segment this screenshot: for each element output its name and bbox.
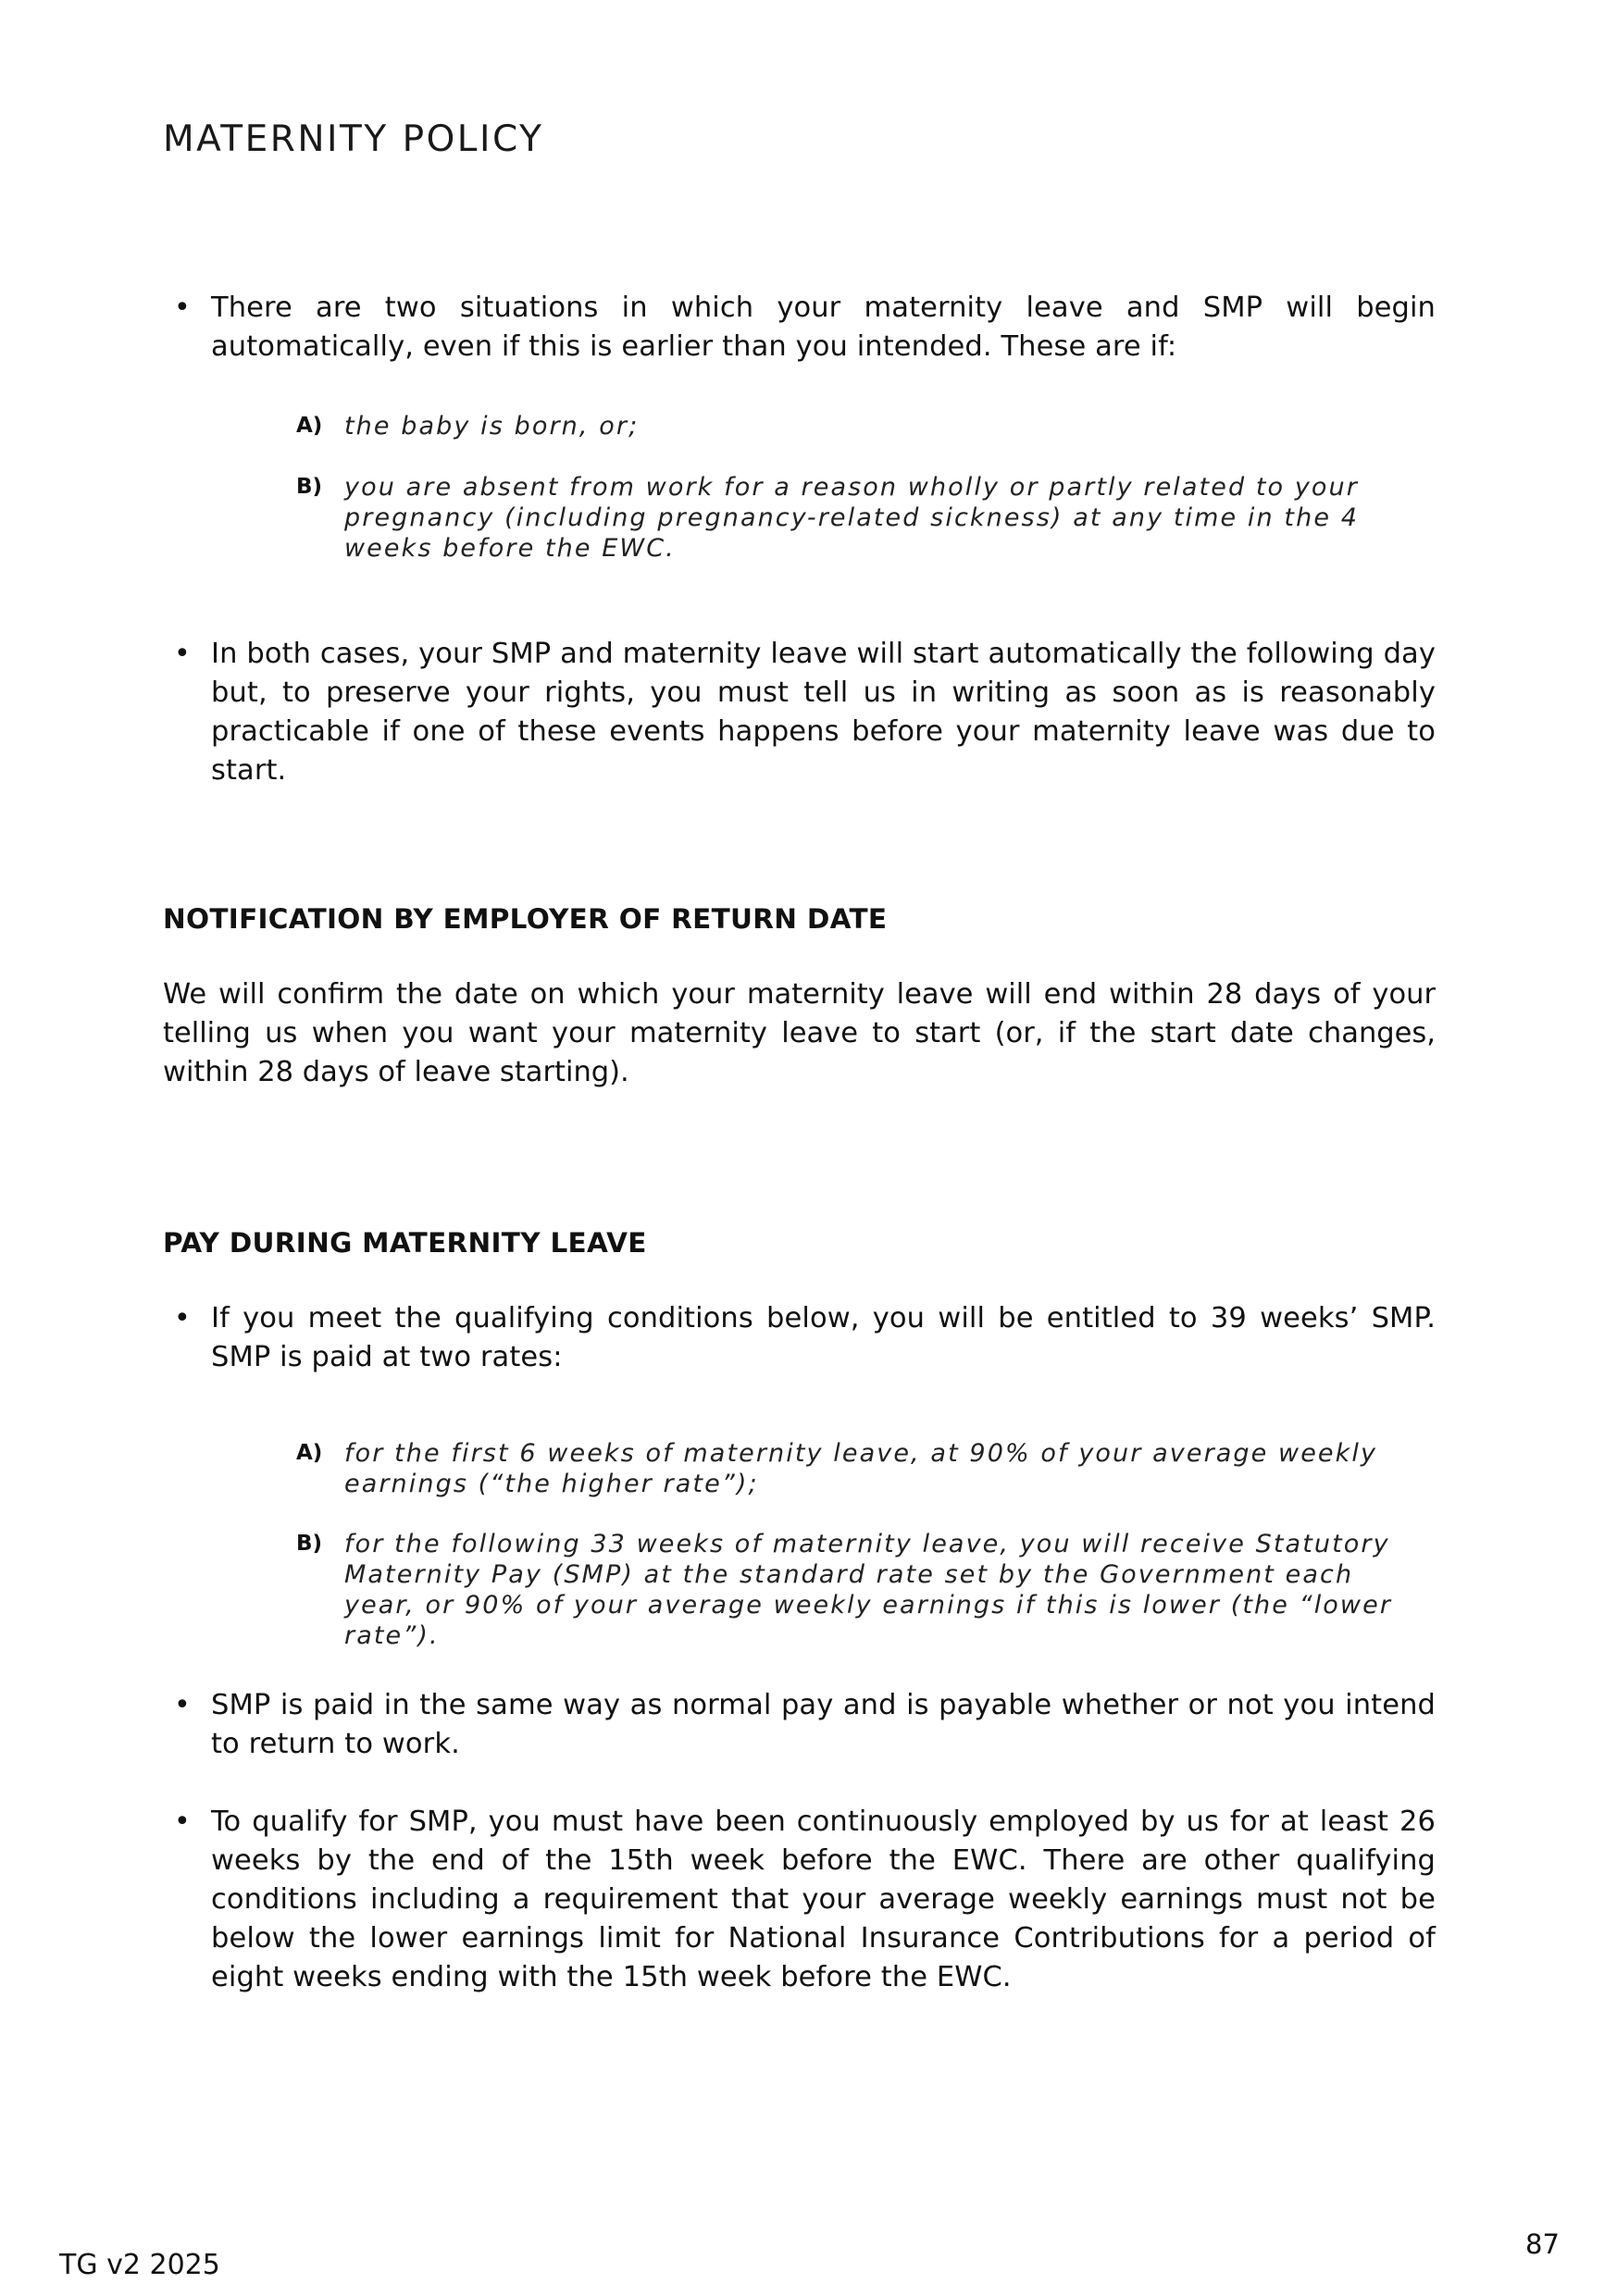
section-heading: PAY DURING MATERNITY LEAVE bbox=[163, 1227, 647, 1259]
bullet-text: In both cases, your SMP and maternity leave will start automatically the following day but, to preserve your rights, you must tell us in writing as soon as is reasonably practicable if one of these events happens before your maternity leave was due to start. bbox=[211, 638, 1436, 787]
sub-item-letter: B) bbox=[296, 475, 323, 499]
sub-list-item bbox=[296, 1438, 1407, 1499]
list-item bbox=[163, 289, 1436, 366]
bullet-icon: • bbox=[174, 1689, 191, 1721]
page-title: MATERNITY POLICY bbox=[163, 118, 544, 160]
sub-item-letter: A) bbox=[296, 414, 323, 438]
sub-list-item bbox=[296, 472, 1407, 564]
bullet-text: There are two situations in which your maternity leave and SMP will begin automatically, even if this is earlier than you intended. These are if: bbox=[211, 292, 1436, 363]
sub-item-text: for the following 33 weeks of maternity leave, you will receive Statutory Maternity Pay (SMP) at the standard rate set by the Government each year, or 90% of your average weekly earnings if this is lower (the “lower rate”). bbox=[344, 1530, 1393, 1650]
list-item bbox=[163, 1299, 1436, 1377]
sub-item-letter: B) bbox=[296, 1532, 323, 1556]
document-version: TG v2 2025 bbox=[59, 2249, 220, 2281]
bullet-text: SMP is paid in the same way as normal pay and is payable whether or not you intend to return to work. bbox=[211, 1689, 1436, 1760]
page-number: 87 bbox=[1525, 2228, 1560, 2260]
bullet-text: If you meet the qualifying conditions below, you will be entitled to 39 weeks’ SMP. SMP is paid at two rates: bbox=[211, 1302, 1436, 1373]
paragraph: We will confirm the date on which your maternity leave will end within 28 days of your telling us when you want your maternity leave to start (or, if the start date changes, within 28 days of leave starting). bbox=[163, 978, 1436, 1088]
sub-item-letter: A) bbox=[296, 1441, 323, 1465]
sub-item-text: you are absent from work for a reason wholly or partly related to your pregnancy (including pregnancy-related sickness) at any time in the 4 weeks before the EWC. bbox=[344, 473, 1359, 563]
list-item bbox=[163, 1686, 1436, 1764]
sub-item-text: the baby is born, or; bbox=[344, 412, 640, 441]
section-heading: NOTIFICATION BY EMPLOYER OF RETURN DATE bbox=[163, 903, 888, 935]
list-item bbox=[163, 635, 1436, 790]
bullet-icon: • bbox=[174, 638, 191, 670]
sub-item-text: for the first 6 weeks of maternity leave, at 90% of your average weekly earnings (“the higher rate”); bbox=[344, 1439, 1378, 1498]
list-item bbox=[163, 1803, 1436, 1997]
sub-list-item bbox=[296, 411, 1407, 441]
bullet-icon: • bbox=[174, 1806, 191, 1838]
bullet-icon: • bbox=[174, 1302, 191, 1334]
bullet-text: To qualify for SMP, you must have been continuously employed by us for at least 26 weeks by the end of the 15th week before the EWC. There are other qualifying conditions including a requirement that your average weekly earnings must not be below the lower earnings limit for National Insurance Contributions for a period of eight weeks ending with the 15th week before the EWC. bbox=[211, 1806, 1436, 1993]
sub-list-item bbox=[296, 1529, 1407, 1651]
bullet-icon: • bbox=[174, 292, 191, 324]
